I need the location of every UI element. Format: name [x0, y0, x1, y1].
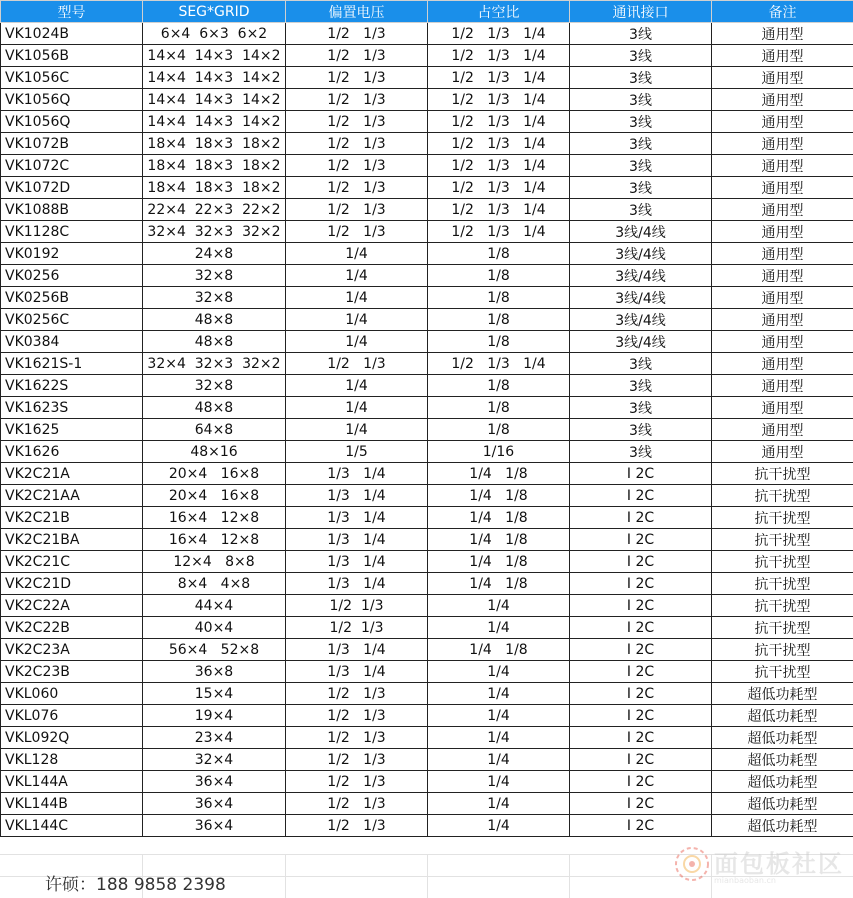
- cell-interface: 3线: [570, 23, 712, 45]
- cell-bias-voltage: 1/3 1/4: [286, 573, 428, 595]
- watermark: [670, 838, 850, 894]
- cell-model: VK2C21C: [1, 551, 143, 573]
- cell-bias-voltage: 1/4: [286, 265, 428, 287]
- cell-model: VK1128C: [1, 221, 143, 243]
- cell-bias-voltage: 1/2 1/3: [286, 705, 428, 727]
- table-row: [1, 551, 853, 573]
- cell-remarks: 通用型: [712, 375, 853, 397]
- table-row: [1, 419, 853, 441]
- cell-bias-voltage: 1/2 1/3: [286, 353, 428, 375]
- table-row: [1, 155, 853, 177]
- cell-remarks: 超低功耗型: [712, 771, 853, 793]
- cell-bias-voltage: 1/2 1/3: [286, 177, 428, 199]
- cell-remarks: 通用型: [712, 397, 853, 419]
- cell-model: VK1621S-1: [1, 353, 143, 375]
- cell-remarks: 通用型: [712, 441, 853, 463]
- cell-interface: 3线: [570, 353, 712, 375]
- cell-bias-voltage: 1/4: [286, 309, 428, 331]
- cell-seg-grid: 32×4 32×3 32×2: [143, 353, 286, 375]
- cell-model: VK1072C: [1, 155, 143, 177]
- cell-seg-grid: 36×4: [143, 771, 286, 793]
- cell-duty-cycle: 1/4 1/8: [428, 529, 570, 551]
- cell-bias-voltage: 1/4: [286, 397, 428, 419]
- cell-model: VK1622S: [1, 375, 143, 397]
- cell-model: VK2C22A: [1, 595, 143, 617]
- table-header: [1, 1, 853, 23]
- cell-remarks: 通用型: [712, 265, 853, 287]
- cell-model: VKL144B: [1, 793, 143, 815]
- cell-seg-grid: 36×4: [143, 793, 286, 815]
- cell-remarks: 通用型: [712, 67, 853, 89]
- cell-interface: 3线/4线: [570, 309, 712, 331]
- cell-duty-cycle: 1/16: [428, 441, 570, 463]
- cell-interface: I 2C: [570, 529, 712, 551]
- cell-bias-voltage: 1/3 1/4: [286, 661, 428, 683]
- cell-duty-cycle: 1/8: [428, 331, 570, 353]
- cell-model: VK1056Q: [1, 111, 143, 133]
- cell-seg-grid: 19×4: [143, 705, 286, 727]
- cell-bias-voltage: 1/4: [286, 287, 428, 309]
- cell-seg-grid: 14×4 14×3 14×2: [143, 89, 286, 111]
- table-row: [1, 749, 853, 771]
- cell-duty-cycle: 1/2 1/3 1/4: [428, 67, 570, 89]
- cell-model: VKL060: [1, 683, 143, 705]
- cell-seg-grid: 15×4: [143, 683, 286, 705]
- cell-interface: I 2C: [570, 705, 712, 727]
- cell-bias-voltage: 1/3 1/4: [286, 485, 428, 507]
- grid-line: [569, 854, 570, 898]
- cell-duty-cycle: 1/8: [428, 419, 570, 441]
- cell-seg-grid: 14×4 14×3 14×2: [143, 67, 286, 89]
- cell-remarks: 通用型: [712, 133, 853, 155]
- cell-duty-cycle: 1/4: [428, 595, 570, 617]
- table-row: [1, 441, 853, 463]
- cell-duty-cycle: 1/4: [428, 683, 570, 705]
- cell-duty-cycle: 1/8: [428, 265, 570, 287]
- cell-bias-voltage: 1/2 1/3: [286, 749, 428, 771]
- table-row: [1, 529, 853, 551]
- cell-seg-grid: 32×8: [143, 265, 286, 287]
- cell-bias-voltage: 1/2 1/3: [286, 771, 428, 793]
- cell-bias-voltage: 1/2 1/3: [286, 23, 428, 45]
- contact-info: 许硕：188 9858 2398: [45, 875, 226, 895]
- cell-model: VK1623S: [1, 397, 143, 419]
- cell-remarks: 抗干扰型: [712, 639, 853, 661]
- table-row: [1, 199, 853, 221]
- cell-interface: 3线: [570, 397, 712, 419]
- cell-duty-cycle: 1/2 1/3 1/4: [428, 89, 570, 111]
- cell-remarks: 抗干扰型: [712, 661, 853, 683]
- table-row: [1, 683, 853, 705]
- cell-interface: 3线: [570, 177, 712, 199]
- cell-seg-grid: 16×4 12×8: [143, 507, 286, 529]
- cell-remarks: 通用型: [712, 155, 853, 177]
- cell-seg-grid: 56×4 52×8: [143, 639, 286, 661]
- cell-seg-grid: 18×4 18×3 18×2: [143, 133, 286, 155]
- table-row: [1, 89, 853, 111]
- cell-seg-grid: 8×4 4×8: [143, 573, 286, 595]
- cell-seg-grid: 20×4 16×8: [143, 463, 286, 485]
- cell-interface: 3线/4线: [570, 331, 712, 353]
- cell-interface: I 2C: [570, 617, 712, 639]
- table-row: [1, 45, 853, 67]
- cell-seg-grid: 48×8: [143, 397, 286, 419]
- table-row: [1, 23, 853, 45]
- cell-remarks: 抗干扰型: [712, 573, 853, 595]
- cell-remarks: 抗干扰型: [712, 617, 853, 639]
- cell-bias-voltage: 1/2 1/3: [286, 221, 428, 243]
- cell-seg-grid: 32×8: [143, 375, 286, 397]
- cell-seg-grid: 6×4 6×3 6×2: [143, 23, 286, 45]
- cell-duty-cycle: 1/8: [428, 397, 570, 419]
- cell-interface: I 2C: [570, 683, 712, 705]
- cell-duty-cycle: 1/4 1/8: [428, 573, 570, 595]
- cell-bias-voltage: 1/3 1/4: [286, 551, 428, 573]
- cell-interface: I 2C: [570, 551, 712, 573]
- cell-model: VK1088B: [1, 199, 143, 221]
- grid-line: [285, 854, 286, 898]
- cell-remarks: 超低功耗型: [712, 683, 853, 705]
- cell-bias-voltage: 1/2 1/3: [286, 199, 428, 221]
- cell-bias-voltage: 1/3 1/4: [286, 639, 428, 661]
- cell-bias-voltage: 1/5: [286, 441, 428, 463]
- table-row: [1, 243, 853, 265]
- cell-duty-cycle: 1/8: [428, 243, 570, 265]
- header-remarks: 备注: [712, 1, 853, 23]
- cell-remarks: 超低功耗型: [712, 727, 853, 749]
- cell-duty-cycle: 1/8: [428, 375, 570, 397]
- cell-duty-cycle: 1/2 1/3 1/4: [428, 177, 570, 199]
- cell-bias-voltage: 1/4: [286, 375, 428, 397]
- cell-seg-grid: 36×8: [143, 661, 286, 683]
- cell-model: VK0256: [1, 265, 143, 287]
- table-row: [1, 771, 853, 793]
- table-row: [1, 793, 853, 815]
- cell-model: VKL144A: [1, 771, 143, 793]
- cell-seg-grid: 16×4 12×8: [143, 529, 286, 551]
- cell-bias-voltage: 1/2 1/3: [286, 89, 428, 111]
- cell-model: VK1625: [1, 419, 143, 441]
- cell-duty-cycle: 1/2 1/3 1/4: [428, 133, 570, 155]
- cell-duty-cycle: 1/8: [428, 287, 570, 309]
- cell-duty-cycle: 1/4: [428, 617, 570, 639]
- table-row: [1, 639, 853, 661]
- cell-interface: 3线/4线: [570, 243, 712, 265]
- grid-line: [427, 854, 428, 898]
- cell-interface: 3线: [570, 375, 712, 397]
- cell-interface: 3线: [570, 419, 712, 441]
- cell-bias-voltage: 1/2 1/3: [286, 155, 428, 177]
- cell-model: VK0384: [1, 331, 143, 353]
- cell-seg-grid: 32×8: [143, 287, 286, 309]
- cell-model: VK2C21BA: [1, 529, 143, 551]
- cell-remarks: 超低功耗型: [712, 705, 853, 727]
- cell-interface: I 2C: [570, 815, 712, 837]
- cell-bias-voltage: 1/2 1/3: [286, 683, 428, 705]
- table-row: [1, 507, 853, 529]
- cell-interface: 3线: [570, 441, 712, 463]
- table-row: [1, 705, 853, 727]
- cell-bias-voltage: 1/3 1/4: [286, 507, 428, 529]
- cell-duty-cycle: 1/4: [428, 727, 570, 749]
- cell-model: VK1024B: [1, 23, 143, 45]
- cell-bias-voltage: 1/2 1/3: [286, 727, 428, 749]
- cell-duty-cycle: 1/2 1/3 1/4: [428, 45, 570, 67]
- cell-remarks: 通用型: [712, 331, 853, 353]
- cell-duty-cycle: 1/2 1/3 1/4: [428, 353, 570, 375]
- cell-bias-voltage: 1/3 1/4: [286, 463, 428, 485]
- cell-remarks: 超低功耗型: [712, 815, 853, 837]
- header-bias-voltage: 偏置电压: [286, 1, 428, 23]
- header-row: [1, 1, 853, 23]
- cell-remarks: 超低功耗型: [712, 749, 853, 771]
- cell-seg-grid: 24×8: [143, 243, 286, 265]
- cell-model: VK0192: [1, 243, 143, 265]
- cell-seg-grid: 64×8: [143, 419, 286, 441]
- cell-interface: I 2C: [570, 771, 712, 793]
- table-row: [1, 133, 853, 155]
- cell-bias-voltage: 1/2 1/3: [286, 67, 428, 89]
- table-row: [1, 309, 853, 331]
- cell-duty-cycle: 1/4: [428, 661, 570, 683]
- cell-remarks: 通用型: [712, 111, 853, 133]
- cell-remarks: 抗干扰型: [712, 551, 853, 573]
- cell-model: VK1072B: [1, 133, 143, 155]
- cell-duty-cycle: 1/4 1/8: [428, 485, 570, 507]
- cell-seg-grid: 48×8: [143, 309, 286, 331]
- cell-interface: I 2C: [570, 595, 712, 617]
- cell-remarks: 通用型: [712, 89, 853, 111]
- cell-seg-grid: 18×4 18×3 18×2: [143, 155, 286, 177]
- cell-remarks: 通用型: [712, 243, 853, 265]
- cell-bias-voltage: 1/2 1/3: [286, 133, 428, 155]
- cell-model: VKL092Q: [1, 727, 143, 749]
- cell-remarks: 通用型: [712, 353, 853, 375]
- cell-duty-cycle: 1/2 1/3 1/4: [428, 111, 570, 133]
- table-row: [1, 375, 853, 397]
- cell-model: VK1072D: [1, 177, 143, 199]
- cell-remarks: 抗干扰型: [712, 485, 853, 507]
- table-row: [1, 661, 853, 683]
- cell-remarks: 通用型: [712, 419, 853, 441]
- cell-seg-grid: 18×4 18×3 18×2: [143, 177, 286, 199]
- cell-duty-cycle: 1/2 1/3 1/4: [428, 155, 570, 177]
- watermark-logo-icon: [672, 844, 712, 884]
- cell-interface: I 2C: [570, 749, 712, 771]
- cell-seg-grid: 32×4 32×3 32×2: [143, 221, 286, 243]
- cell-interface: I 2C: [570, 485, 712, 507]
- cell-bias-voltage: 1/2 1/3: [286, 45, 428, 67]
- cell-seg-grid: 36×4: [143, 815, 286, 837]
- header-model: 型号: [1, 1, 143, 23]
- cell-seg-grid: 12×4 8×8: [143, 551, 286, 573]
- cell-remarks: 抗干扰型: [712, 463, 853, 485]
- cell-duty-cycle: 1/4: [428, 771, 570, 793]
- cell-interface: I 2C: [570, 463, 712, 485]
- cell-seg-grid: 23×4: [143, 727, 286, 749]
- cell-remarks: 通用型: [712, 45, 853, 67]
- cell-seg-grid: 14×4 14×3 14×2: [143, 45, 286, 67]
- watermark-subtext: mianbaoban.cn: [714, 876, 776, 885]
- cell-model: VK2C23B: [1, 661, 143, 683]
- cell-bias-voltage: 1/2 1/3: [286, 595, 428, 617]
- cell-model: VK2C22B: [1, 617, 143, 639]
- cell-interface: 3线: [570, 45, 712, 67]
- cell-model: VK2C21D: [1, 573, 143, 595]
- cell-remarks: 通用型: [712, 199, 853, 221]
- cell-remarks: 抗干扰型: [712, 529, 853, 551]
- table-row: [1, 727, 853, 749]
- cell-model: VK1056Q: [1, 89, 143, 111]
- cell-model: VK1056B: [1, 45, 143, 67]
- cell-seg-grid: 20×4 16×8: [143, 485, 286, 507]
- cell-seg-grid: 48×8: [143, 331, 286, 353]
- cell-duty-cycle: 1/4 1/8: [428, 639, 570, 661]
- table-row: [1, 353, 853, 375]
- header-interface: 通讯接口: [570, 1, 712, 23]
- cell-model: VK1056C: [1, 67, 143, 89]
- cell-seg-grid: 44×4: [143, 595, 286, 617]
- cell-bias-voltage: 1/3 1/4: [286, 529, 428, 551]
- cell-duty-cycle: 1/8: [428, 309, 570, 331]
- cell-model: VK2C21A: [1, 463, 143, 485]
- cell-interface: I 2C: [570, 573, 712, 595]
- cell-interface: I 2C: [570, 727, 712, 749]
- cell-seg-grid: 48×16: [143, 441, 286, 463]
- cell-model: VKL076: [1, 705, 143, 727]
- table-row: [1, 331, 853, 353]
- cell-bias-voltage: 1/4: [286, 331, 428, 353]
- cell-duty-cycle: 1/4 1/8: [428, 507, 570, 529]
- cell-model: VK0256C: [1, 309, 143, 331]
- table-row: [1, 67, 853, 89]
- cell-duty-cycle: 1/2 1/3 1/4: [428, 23, 570, 45]
- table-row: [1, 485, 853, 507]
- cell-seg-grid: 32×4: [143, 749, 286, 771]
- cell-duty-cycle: 1/4 1/8: [428, 463, 570, 485]
- cell-model: VK0256B: [1, 287, 143, 309]
- cell-interface: I 2C: [570, 507, 712, 529]
- cell-remarks: 抗干扰型: [712, 507, 853, 529]
- cell-remarks: 通用型: [712, 221, 853, 243]
- cell-interface: I 2C: [570, 639, 712, 661]
- cell-interface: 3线: [570, 89, 712, 111]
- header-seg-grid: SEG*GRID: [143, 1, 286, 23]
- table-row: [1, 221, 853, 243]
- cell-interface: 3线/4线: [570, 265, 712, 287]
- cell-interface: 3线: [570, 133, 712, 155]
- cell-bias-voltage: 1/2 1/3: [286, 815, 428, 837]
- table-row: [1, 815, 853, 837]
- cell-model: VK2C21AA: [1, 485, 143, 507]
- cell-duty-cycle: 1/4: [428, 705, 570, 727]
- table-row: [1, 617, 853, 639]
- cell-bias-voltage: 1/2 1/3: [286, 793, 428, 815]
- cell-model: VK2C23A: [1, 639, 143, 661]
- cell-remarks: 通用型: [712, 23, 853, 45]
- cell-interface: I 2C: [570, 793, 712, 815]
- cell-duty-cycle: 1/4 1/8: [428, 551, 570, 573]
- cell-interface: 3线: [570, 67, 712, 89]
- cell-duty-cycle: 1/4: [428, 793, 570, 815]
- cell-remarks: 通用型: [712, 177, 853, 199]
- cell-model: VKL144C: [1, 815, 143, 837]
- cell-bias-voltage: 1/4: [286, 419, 428, 441]
- table-body: [1, 23, 853, 837]
- cell-duty-cycle: 1/2 1/3 1/4: [428, 221, 570, 243]
- cell-seg-grid: 14×4 14×3 14×2: [143, 111, 286, 133]
- table-row: [1, 177, 853, 199]
- cell-bias-voltage: 1/4: [286, 243, 428, 265]
- cell-remarks: 超低功耗型: [712, 793, 853, 815]
- cell-interface: 3线: [570, 111, 712, 133]
- cell-seg-grid: 22×4 22×3 22×2: [143, 199, 286, 221]
- cell-interface: 3线/4线: [570, 287, 712, 309]
- cell-model: VKL128: [1, 749, 143, 771]
- table-row: [1, 463, 853, 485]
- table-row: [1, 573, 853, 595]
- cell-duty-cycle: 1/4: [428, 749, 570, 771]
- cell-remarks: 通用型: [712, 287, 853, 309]
- table-row: [1, 397, 853, 419]
- cell-interface: 3线: [570, 199, 712, 221]
- cell-bias-voltage: 1/2 1/3: [286, 617, 428, 639]
- table-row: [1, 111, 853, 133]
- cell-model: VK1626: [1, 441, 143, 463]
- cell-remarks: 通用型: [712, 309, 853, 331]
- table-row: [1, 287, 853, 309]
- header-duty-cycle: 占空比: [428, 1, 570, 23]
- cell-seg-grid: 40×4: [143, 617, 286, 639]
- cell-duty-cycle: 1/2 1/3 1/4: [428, 199, 570, 221]
- cell-interface: 3线: [570, 155, 712, 177]
- cell-bias-voltage: 1/2 1/3: [286, 111, 428, 133]
- cell-interface: 3线/4线: [570, 221, 712, 243]
- cell-remarks: 抗干扰型: [712, 595, 853, 617]
- cell-interface: I 2C: [570, 661, 712, 683]
- table-row: [1, 595, 853, 617]
- watermark-text: 面包板社区: [714, 850, 844, 878]
- cell-duty-cycle: 1/4: [428, 815, 570, 837]
- table-row: [1, 265, 853, 287]
- cell-model: VK2C21B: [1, 507, 143, 529]
